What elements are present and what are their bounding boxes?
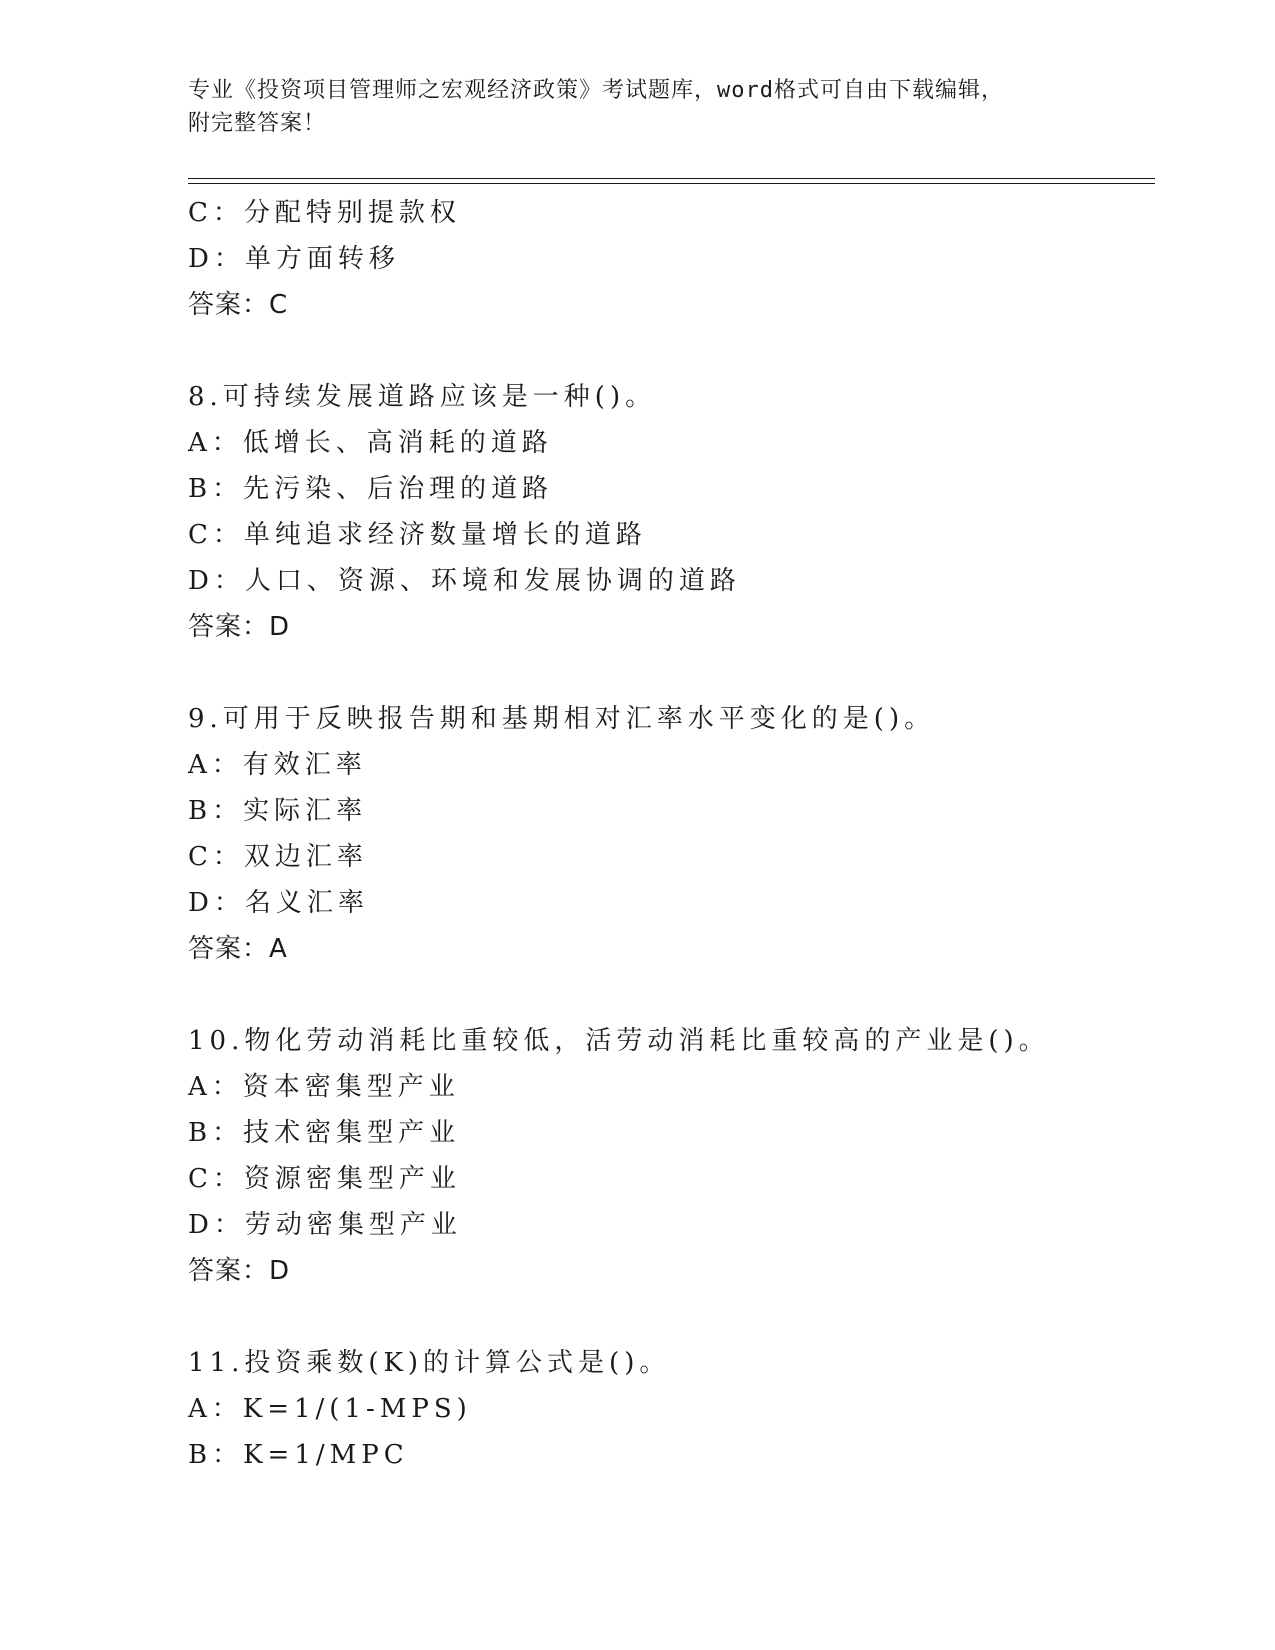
spacer (188, 972, 1148, 1018)
q10-question: 10.物化劳动消耗比重较低，活劳动消耗比重较高的产业是()。 (188, 1026, 1050, 1056)
q8-option-d: D：人口、资源、环境和发展协调的道路 (188, 566, 741, 596)
q9-question: 9.可用于反映报告期和基期相对汇率水平变化的是()。 (188, 704, 936, 734)
q8-option-c: C：单纯追求经济数量增长的道路 (188, 520, 647, 550)
q10-answer: 答案：D (188, 1256, 291, 1286)
q8-answer: 答案：D (188, 612, 291, 642)
q11-question: 11.投资乘数(K)的计算公式是()。 (188, 1348, 671, 1378)
q9-option-b: B：实际汇率 (188, 796, 368, 826)
spacer (188, 650, 1148, 696)
q9-answer: 答案：A (188, 934, 288, 964)
q9-option-d: D：名义汇率 (188, 888, 369, 918)
q11-option-a: A：K=1/(1-MPS) (188, 1394, 472, 1424)
header-line-2: 附完整答案！ (188, 111, 327, 136)
q10-option-a: A：资本密集型产业 (188, 1072, 460, 1102)
q7-answer: 答案：C (188, 290, 289, 320)
q10-option-c: C：资源密集型产业 (188, 1164, 461, 1194)
q11-option-b: B：K=1/MPC (188, 1440, 409, 1470)
question-list (188, 190, 1148, 1478)
q10-option-d: D：劳动密集型产业 (188, 1210, 462, 1240)
q8-option-b: B：先污染、后治理的道路 (188, 474, 554, 504)
q10-option-b: B：技术密集型产业 (188, 1118, 461, 1148)
header-divider-top (188, 178, 1155, 179)
q7-option-d: D：单方面转移 (188, 244, 400, 274)
header-divider-bottom (188, 183, 1155, 184)
q8-question: 8.可持续发展道路应该是一种()。 (188, 382, 657, 412)
q9-option-a: A：有效汇率 (188, 750, 367, 780)
document-header (188, 74, 1078, 140)
q9-option-c: C：双边汇率 (188, 842, 368, 872)
q7-option-c: C：分配特别提款权 (188, 198, 461, 228)
spacer (188, 1294, 1148, 1340)
header-line-1: 专业《投资项目管理师之宏观经济政策》考试题库，word格式可自由下载编辑， (188, 78, 1004, 103)
q8-option-a: A：低增长、高消耗的道路 (188, 428, 553, 458)
spacer (188, 328, 1148, 374)
